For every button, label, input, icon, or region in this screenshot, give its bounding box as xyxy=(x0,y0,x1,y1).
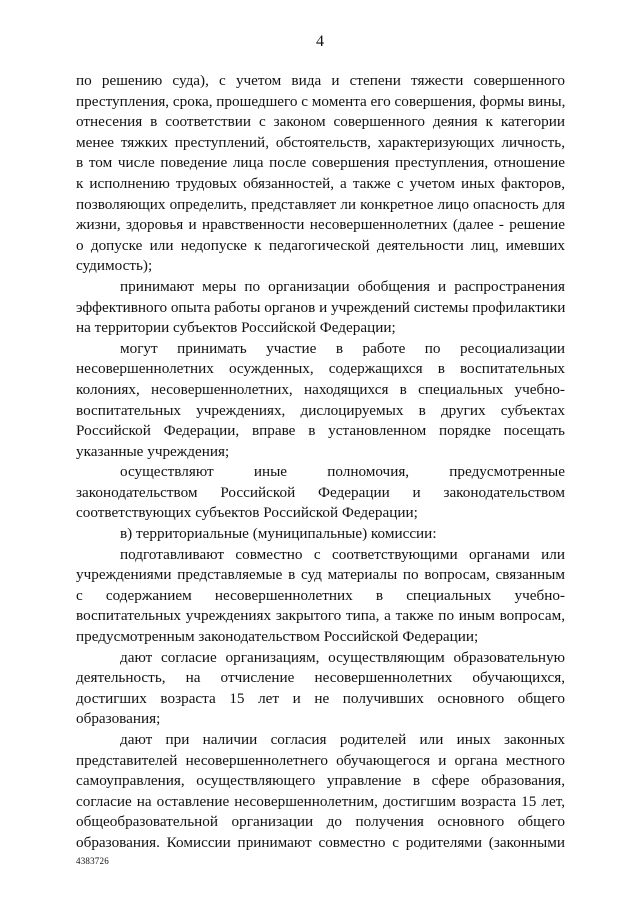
text-line: эффективного опыта работы органов и учреждений системы профилактики xyxy=(76,298,566,316)
text-line: жизни, здоровья и нравственности несовершеннолетних (далее - решение xyxy=(76,216,565,234)
text-line: представителей несовершеннолетнего обучающегося и органа местного xyxy=(76,751,565,769)
text-line: по решению суда), с учетом вида и степени тяжести совершенного xyxy=(76,72,565,89)
text-line: подготавливают совместно с соответствующими органами или xyxy=(120,545,565,563)
text-line: колониях, несовершеннолетних, находящихся в специальных учебно- xyxy=(76,380,565,398)
text-line: дают согласие организациям, осуществляющим образовательную xyxy=(120,648,565,666)
text-line: судимость); xyxy=(76,257,153,275)
text-line: самоуправления, осуществляющего управление в сфере образования, xyxy=(76,772,565,790)
text-line: деятельность, на отчисление несовершеннолетних обучающихся, xyxy=(76,669,565,687)
text-line: о допуске или недопуске к педагогической деятельности лиц, имевших xyxy=(76,236,565,254)
text-line: дают при наличии согласия родителей или иных законных xyxy=(120,731,565,748)
text-line: в) территориальные (муниципальные) комиссии: xyxy=(120,525,437,543)
text-line: законодательством Российской Федерации и законодательством xyxy=(76,483,565,501)
text-line: образования. Комиссии принимают совместно с родителями (законными xyxy=(76,833,565,851)
document-code: 4383726 xyxy=(76,856,109,866)
text-line: воспитательных учреждениях закрытого типа, а также по иным вопросам, xyxy=(76,607,565,625)
text-line: общеобразовательной организации до получения основного общего xyxy=(76,813,565,831)
page-number: 4 xyxy=(316,33,324,50)
text-line: в том числе поведение лица после совершения преступления, отношение xyxy=(76,154,565,172)
text-line: соответствующих субъектов Российской Федерации; xyxy=(76,504,418,522)
text-line: с содержанием несовершеннолетних в специальных учебно- xyxy=(76,586,565,604)
text-line: на территории субъектов Российской Федерации; xyxy=(76,319,396,337)
text-line: к исполнению трудовых обязанностей, а также с учетом иных факторов, xyxy=(76,174,565,192)
text-line: преступления, срока, прошедшего с момента его совершения, формы вины, xyxy=(76,92,566,110)
text-line: достигших возраста 15 лет и не получивших основного общего xyxy=(76,689,565,707)
text-line: воспитательных учреждениях, дислоцируемых в других субъектах xyxy=(76,401,565,419)
text-line: учреждениями представляемые в суд материалы по вопросам, связанным xyxy=(76,566,565,584)
text-line: позволяющих определить, представляет ли конкретное лицо опасность для xyxy=(76,195,565,213)
text-line: предусмотренным законодательством Российской Федерации; xyxy=(76,628,479,646)
document-body xyxy=(76,71,565,854)
text-line: менее тяжких преступлений, обстоятельств, характеризующих личность, xyxy=(76,133,565,151)
text-line: образования; xyxy=(76,710,161,728)
text-line: могут принимать участие в работе по ресоциализации xyxy=(120,339,565,357)
text-line: осуществляют иные полномочия, предусмотренные xyxy=(120,463,565,481)
text-line: отнесения в соответствии с законом совершенного деяния к категории xyxy=(76,113,565,131)
text-line: несовершеннолетних осужденных, содержащихся в воспитательных xyxy=(76,360,565,378)
text-line: принимают меры по организации обобщения и распространения xyxy=(120,277,565,295)
text-line: указанные учреждения; xyxy=(76,442,230,460)
text-line: Российской Федерации, вправе в установленном порядке посещать xyxy=(76,422,565,440)
text-line: согласие на оставление несовершеннолетним, достигшим возраста 15 лет, xyxy=(76,792,565,810)
